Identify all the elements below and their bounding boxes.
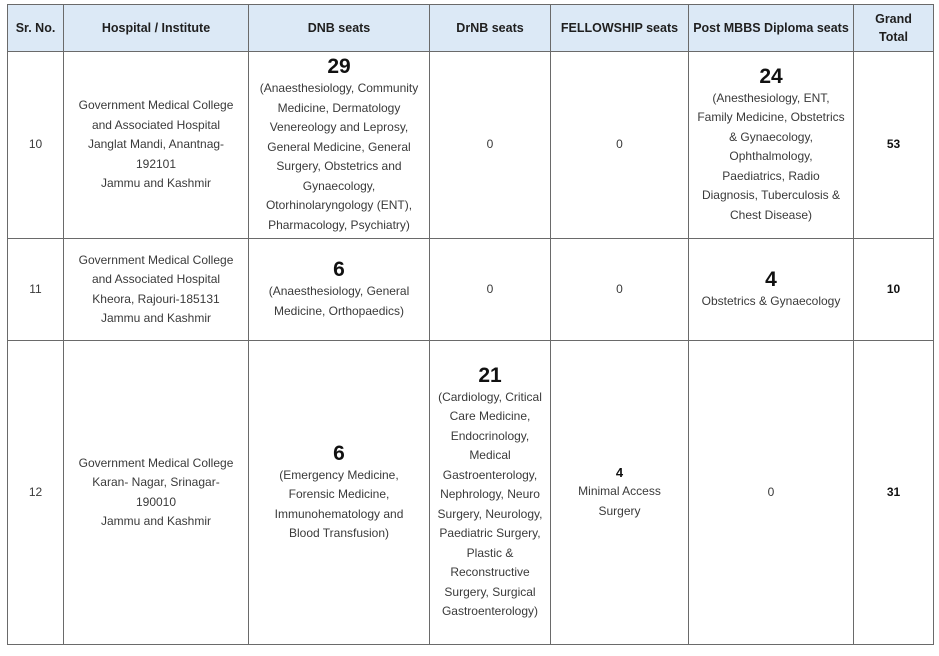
hospital-line: Government Medical College [78,252,234,267]
grand-total-cell: 31 [854,341,934,645]
header-diploma-seats: Post MBBS Diploma seats [689,5,854,52]
hospital-cell [64,239,249,341]
table-row [8,52,934,239]
header-grand-total-line2: Total [879,30,908,44]
hospital-line: Government Medical College [78,455,234,470]
header-dnb-seats: DNB seats [249,5,430,52]
table-row [8,239,934,341]
hospital-line: Karan- Nagar, Srinagar- [92,475,220,489]
dnb-detail: (Anaesthesiology, Community Medicine, Dermatology Venereology and Leprosy, General Medicine, General Surgery, Obstetrics and Gynaecology, Otorhinolaryngology (ENT), Pharmacology, Psychiatry) [259,81,419,232]
drnb-cell [430,341,551,645]
table-row [8,341,934,645]
fellowship-cell: 0 [551,52,689,239]
hospital-line: and Associated Hospital [91,117,221,132]
header-hospital: Hospital / Institute [64,5,249,52]
header-fellowship-seats: FELLOWSHIP seats [551,5,689,52]
dnb-count: 6 [333,258,345,281]
diploma-detail: (Anesthesiology, ENT, Family Medicine, Obstetrics & Gynaecology, Ophthalmology, Paediatrics, Radio Diagnosis, Tuberculosis & Chest Disease) [697,90,845,222]
header-drnb-seats: DrNB seats [430,5,551,52]
header-grand-total [854,5,934,52]
fellowship-cell: 0 [551,239,689,341]
dnb-count: 29 [327,55,351,78]
header-sr-no: Sr. No. [8,5,64,52]
hospital-line: Government Medical College [78,98,234,113]
header-row [8,5,934,52]
hospital-line: Janglat Mandi, Anantnag- [87,137,225,152]
hospital-line: Jammu and Kashmir [100,176,212,191]
diploma-cell [689,239,854,341]
drnb-cell: 0 [430,239,551,341]
diploma-detail: Obstetrics & Gynaecology [701,293,841,308]
hospital-line: Kheora, Rajouri-185131 [92,291,220,306]
dnb-cell [249,239,430,341]
drnb-cell: 0 [430,52,551,239]
dnb-detail: (Anaesthesiology, General Medicine, Orthopaedics) [268,284,410,318]
dnb-count: 6 [333,441,345,465]
dnb-cell [249,341,430,645]
diploma-cell [689,52,854,239]
grand-total-cell: 10 [854,239,934,341]
grand-total-cell: 53 [854,52,934,239]
fellowship-detail: Minimal Access Surgery [578,484,661,518]
hospital-line: Jammu and Kashmir [100,514,212,528]
seats-table [7,4,934,645]
fellowship-cell [551,341,689,645]
hospital-line: and Associated Hospital [91,272,221,286]
dnb-detail: (Emergency Medicine, Forensic Medicine, Immunohematology and Blood Transfusion) [274,467,404,540]
hospital-cell [64,341,249,645]
sr-no-cell: 10 [8,52,64,239]
hospital-line: Jammu and Kashmir [100,311,212,325]
dnb-cell [249,52,430,239]
diploma-cell: 0 [689,341,854,645]
diploma-count: 24 [759,64,783,88]
hospital-line: 192101 [135,156,177,171]
sr-no-cell: 11 [8,239,64,341]
drnb-detail: (Cardiology, Critical Care Medicine, Endocrinology, Medical Gastroenterology, Nephrology, Neuro Surgery, Neurology, Paediatric Surgery, Plastic & Reconstructive Surgery, Surgical Gastroenterology) [437,389,543,618]
diploma-count: 4 [765,267,777,291]
drnb-count: 21 [478,363,502,387]
sr-no-cell: 12 [8,341,64,645]
hospital-line: 190010 [135,494,177,509]
hospital-cell [64,52,249,239]
header-grand-total-line1: Grand [875,12,912,26]
fellowship-count: 4 [615,465,624,480]
